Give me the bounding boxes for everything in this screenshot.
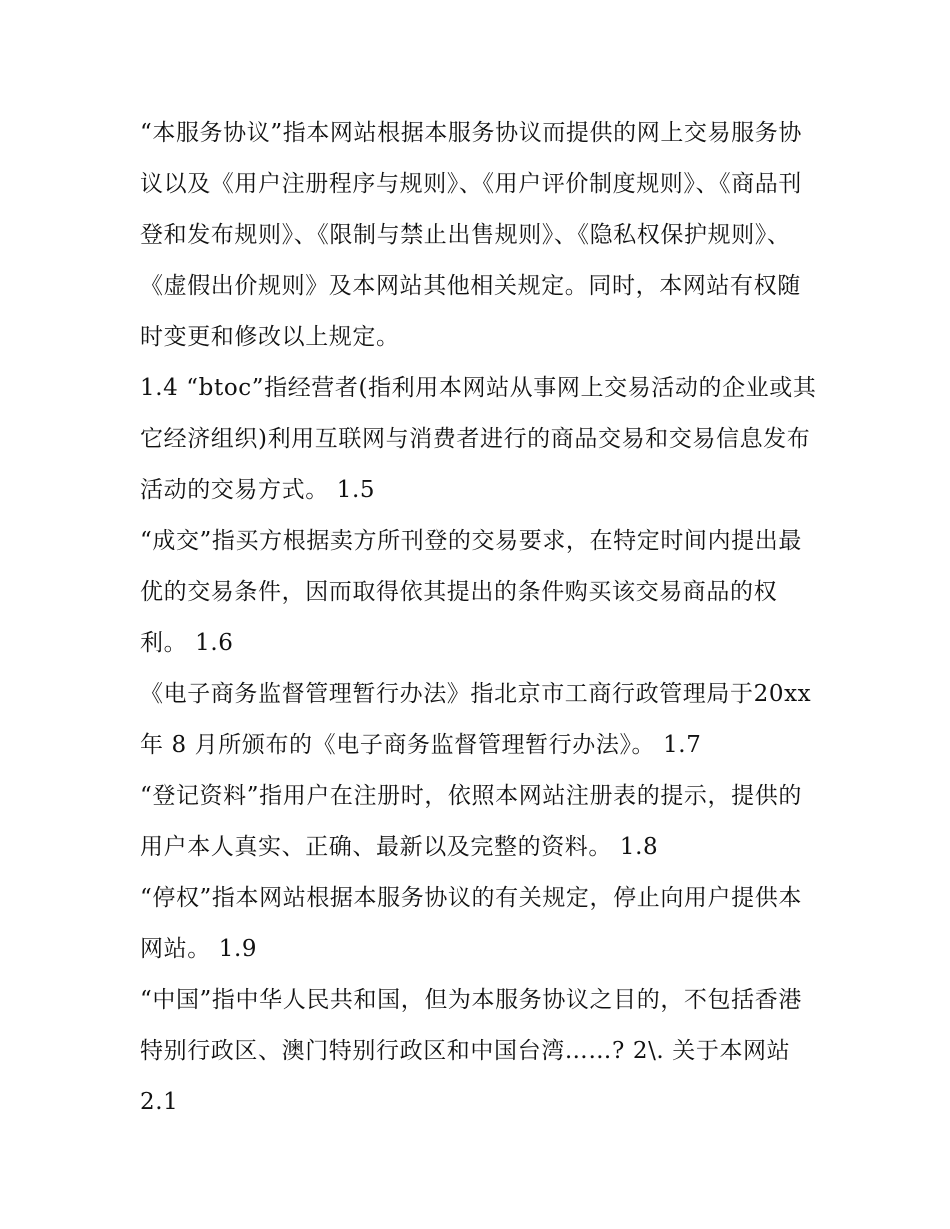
paragraph-btoc-definition: 1.4 “btoc”指经营者(指利用本网站从事网上交易活动的企业或其它经济组织)利用互联网与消费者进行的商品交易和交易信息发布活动的交易方式。 1.5 xyxy=(140,375,817,503)
document-body xyxy=(140,108,820,1128)
paragraph-suspension-definition: “停权”指本网站根据本服务协议的有关规定，停止向用户提供本网站。 1.9 xyxy=(140,885,802,962)
paragraph-registration-data: “登记资料”指用户在注册时，依照本网站注册表的提示，提供的用户本人真实、正确、最新以及完整的资料。 1.8 xyxy=(140,783,802,860)
paragraph-service-agreement: “本服务协议”指本网站根据本服务协议而提供的网上交易服务协议以及《用户注册程序与规则》、《用户评价制度规则》、《商品刊登和发布规则》、《限制与禁止出售规则》、《隐私权保护规则》、《虚假出价规则》及本网站其他相关规定。同时，本网站有权随时变更和修改以上规定。 xyxy=(140,120,802,350)
paragraph-deal-definition: “成交”指买方根据卖方所刊登的交易要求，在特定时间内提出最优的交易条件，因而取得依其提出的条件购买该交易商品的权利。 1.6 xyxy=(140,528,802,656)
paragraph-china-definition: “中国”指中华人民共和国，但为本服务协议之目的，不包括香港特别行政区、澳门特别行政区和中国台湾……? 2\. 关于本网站 2.1 xyxy=(140,987,802,1115)
paragraph-regulation-definition: 《电子商务监督管理暂行办法》指北京市工商行政管理局于20xx 年 8 月所颁布的《电子商务监督管理暂行办法》。 1.7 xyxy=(140,681,812,758)
